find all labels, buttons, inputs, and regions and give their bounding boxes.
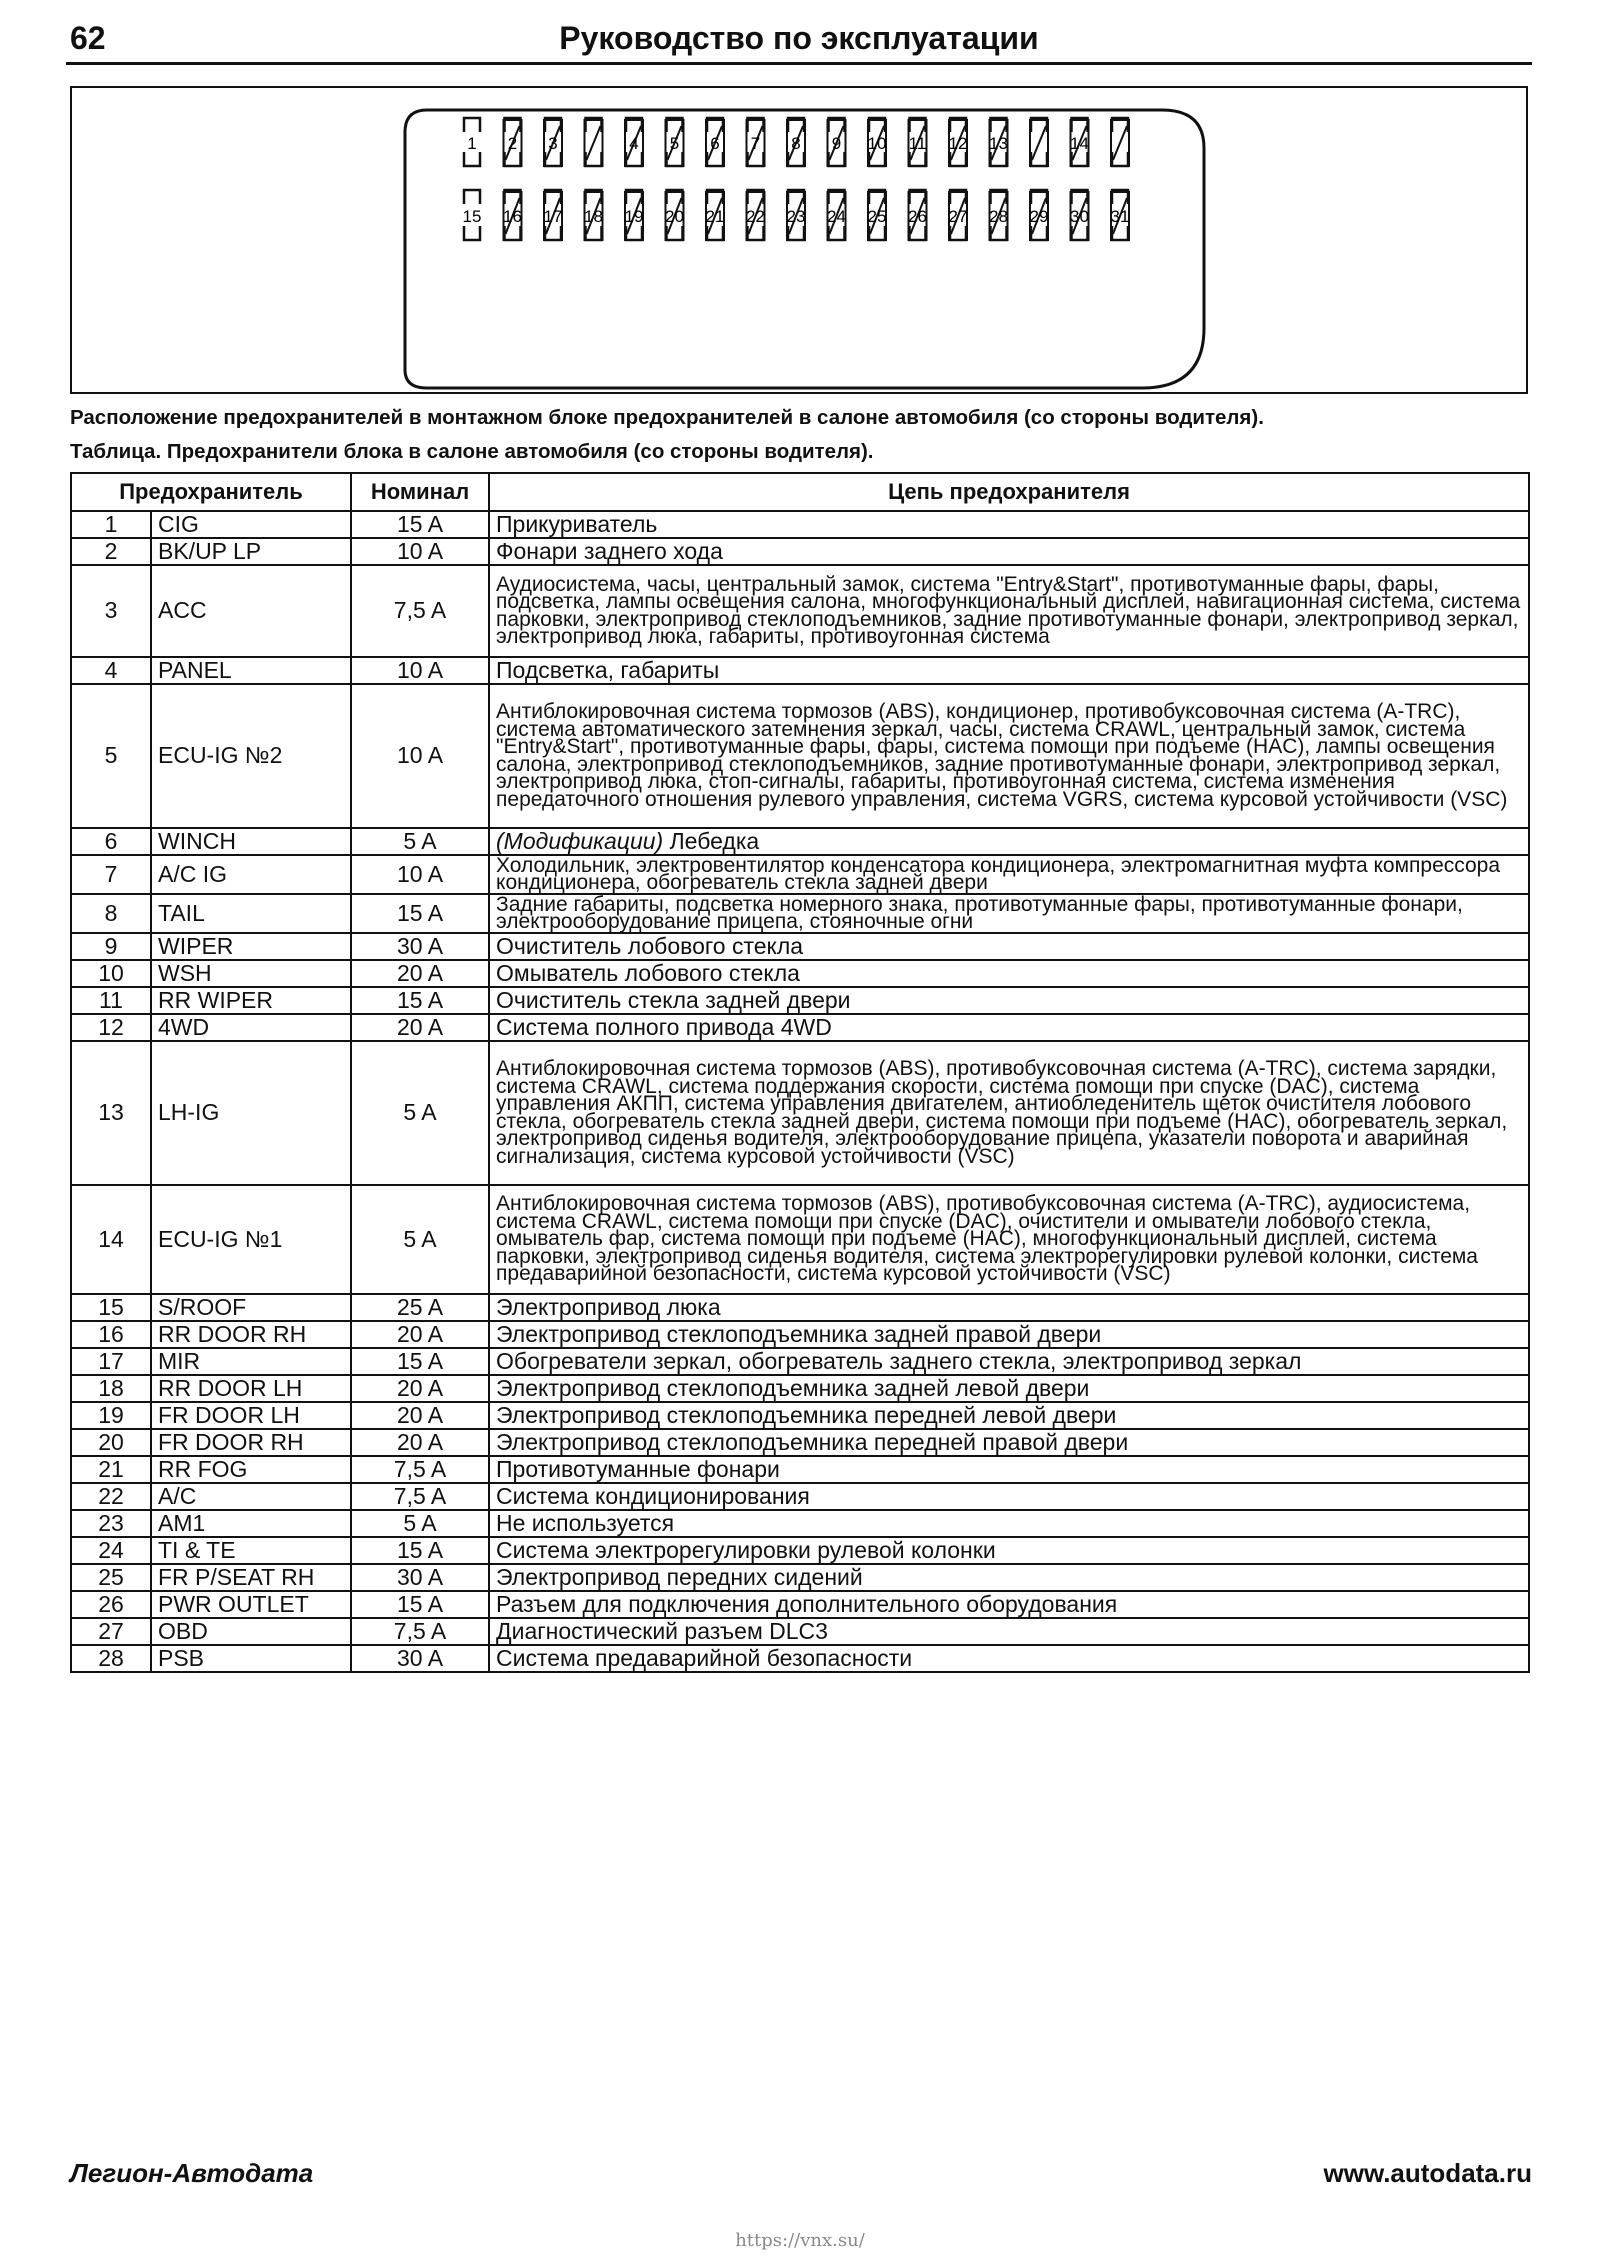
fuse-slot: [464, 118, 480, 166]
table-row: [71, 1014, 1529, 1041]
fuse-rating: 20 A: [351, 960, 489, 987]
table-row: [71, 1185, 1529, 1294]
fuse-slot-label: 10: [867, 134, 887, 153]
fuse-slot-label: 11: [908, 134, 927, 153]
circuit-text: Аудиосистема, часы, центральный замок, система "Entry&Start", противотуманные фары, фары, подсветка, лампы освещения салона, многофункциональный дисплей, навигационная система, система парковки, электропривод стеклоподъемников, задние противотуманные фонари, электропривод зеркал, электропривод люка, габариты, противоугонная система: [496, 572, 1521, 649]
fuse-table: [70, 472, 1530, 1673]
fuse-slot: [868, 118, 887, 166]
fuse-number: 25: [71, 1564, 151, 1591]
fuse-circuit: [489, 1402, 1529, 1429]
fuse-rating: 20 A: [351, 1402, 489, 1429]
table-row: [71, 855, 1529, 894]
fuse-slot-label: 9: [831, 134, 842, 153]
fuse-rating: 15 A: [351, 894, 489, 933]
fuse-slot: [1070, 118, 1089, 166]
table-row: [71, 684, 1529, 828]
table-row: [71, 1645, 1529, 1672]
fuse-rating: 10 A: [351, 684, 489, 828]
fuse-name: ACC: [151, 565, 351, 657]
fuse-circuit: [489, 1591, 1529, 1618]
fuse-block-diagram: [70, 86, 1528, 394]
fuse-slot-label: 17: [543, 207, 563, 226]
table-row: [71, 538, 1529, 565]
figure-caption: Расположение предохранителей в монтажном блоке предохранителей в салоне автомобиля (со стороны водителя).: [70, 406, 1264, 429]
fuse-rating: 15 A: [351, 1591, 489, 1618]
footer-publisher: Легион-Автодата: [70, 2158, 314, 2188]
fuse-number: 17: [71, 1348, 151, 1375]
table-row: [71, 1483, 1529, 1510]
fuse-circuit: [489, 894, 1529, 933]
fuse-name: TAIL: [151, 894, 351, 933]
fuse-rating: 20 A: [351, 1429, 489, 1456]
fuse-circuit: [489, 1645, 1529, 1672]
fuse-slot-label: 27: [948, 207, 968, 226]
fuse-circuit: [489, 1429, 1529, 1456]
fuse-number: 7: [71, 855, 151, 894]
fuse-name: WSH: [151, 960, 351, 987]
fuse-slot: [584, 190, 603, 240]
table-row: [71, 1429, 1529, 1456]
fuse-slot: [1070, 190, 1089, 240]
fuse-slot-label: 24: [827, 207, 846, 226]
fuse-number: 24: [71, 1537, 151, 1564]
fuse-circuit: [489, 511, 1529, 538]
fuse-number: 19: [71, 1402, 151, 1429]
fuse-slot: [706, 190, 725, 240]
fuse-circuit: [489, 1014, 1529, 1041]
fuse-number: 6: [71, 828, 151, 855]
fuse-name: A/C: [151, 1483, 351, 1510]
fuse-rating: 7,5 A: [351, 1483, 489, 1510]
fuse-slot-label: 8: [791, 134, 801, 153]
fuse-rating: 20 A: [351, 1375, 489, 1402]
table-row: [71, 1041, 1529, 1185]
fuse-slot-label: 26: [908, 207, 927, 226]
page-header: [66, 14, 1532, 65]
table-row: [71, 1564, 1529, 1591]
fuse-slot-label: 4: [629, 134, 639, 153]
fuse-number: 15: [71, 1294, 151, 1321]
fuse-rating: 10 A: [351, 538, 489, 565]
fuse-rating: 15 A: [351, 1537, 489, 1564]
fuse-rating: 7,5 A: [351, 565, 489, 657]
table-row: [71, 1294, 1529, 1321]
fuse-slot-label: 19: [624, 207, 644, 226]
fuse-number: 4: [71, 657, 151, 684]
header-circuit: Цепь предохранителя: [489, 473, 1529, 511]
fuse-rating: 20 A: [351, 1321, 489, 1348]
fuse-slot: [1111, 190, 1130, 240]
table-row: [71, 1618, 1529, 1645]
fuse-rating: 5 A: [351, 828, 489, 855]
fuse-name: BK/UP LP: [151, 538, 351, 565]
fuse-slot-label: 21: [705, 207, 725, 226]
fuse-circuit: [489, 1375, 1529, 1402]
fuse-slot: [665, 190, 684, 240]
fuse-circuit: [489, 684, 1529, 828]
table-row: [71, 1321, 1529, 1348]
fuse-slot: [1030, 190, 1049, 240]
fuse-number: 27: [71, 1618, 151, 1645]
fuse-circuit: [489, 1483, 1529, 1510]
fuse-slot: [989, 190, 1008, 240]
fuse-slot-label: 29: [1029, 207, 1049, 226]
fuse-slot-label: 22: [746, 207, 765, 226]
circuit-text: Омыватель лобового стекла: [496, 959, 800, 986]
fuse-slot-label: 5: [669, 134, 680, 153]
fuse-slot-label: 13: [989, 134, 1008, 153]
fuse-circuit: [489, 1321, 1529, 1348]
circuit-text: Очиститель лобового стекла: [496, 932, 804, 959]
circuit-text: Холодильник, электровентилятор конденсатора кондиционера, электромагнитная муфта компрессора кондиционера, обогреватель стекла задней двери: [496, 853, 1501, 894]
fuse-slot-label: 31: [1110, 207, 1130, 226]
fuse-rating: 15 A: [351, 511, 489, 538]
fuse-slot-label: 28: [989, 207, 1008, 226]
circuit-text: Электропривод люка: [496, 1293, 721, 1320]
fuse-slot-label: 12: [948, 134, 968, 153]
fuse-slot-label: 7: [750, 134, 761, 153]
fuse-rating: 5 A: [351, 1510, 489, 1537]
fuse-number: 21: [71, 1456, 151, 1483]
fuse-number: 18: [71, 1375, 151, 1402]
fuse-number: 10: [71, 960, 151, 987]
circuit-text: Антиблокировочная система тормозов (ABS), противобуксовочная система (A-TRC), аудиосистема, система CRAWL, система помощи при спуске (DAC), очистители и омыватели лобового стекла, омыватель фар, система помощи при подъеме (HAC), многофункциональный дисплей, система парковки, электропривод сиденья водителя, система электрорегулировки рулевой колонки, система предаварийной безопасности, система курсовой устойчивости (VSC): [496, 1192, 1478, 1286]
fuse-slot-label: 2: [507, 134, 518, 153]
fuse-slot: [1030, 118, 1048, 166]
fuse-rating: 20 A: [351, 1014, 489, 1041]
circuit-text: Разъем для подключения дополнительного оборудования: [496, 1590, 1118, 1617]
fuse-name: A/C IG: [151, 855, 351, 894]
fuse-slot: [706, 118, 724, 166]
fuse-name: RR DOOR LH: [151, 1375, 351, 1402]
circuit-text: Антиблокировочная система тормозов (ABS), противобуксовочная система (A-TRC), система зарядки, система CRAWL, система поддержания скорости, система помощи при спуске (DAC), система управления АКПП, система управления двигателем, антиобледенитель щеток очистителя лобового стекла, обогреватель стекла задней двери, система помощи при подъеме (HAC), обогреватель зеркал, электропривод сиденья водителя, электрооборудование прицепа, указатели поворота и аварийная сигнализация, система курсовой устойчивости (VSC): [496, 1057, 1508, 1168]
fuse-circuit: [489, 855, 1529, 894]
circuit-text: Очиститель стекла задней двери: [496, 986, 851, 1013]
fuse-slot: [949, 118, 968, 166]
fuse-slot: [1111, 118, 1129, 166]
fuse-number: 20: [71, 1429, 151, 1456]
fuse-number: 3: [71, 565, 151, 657]
fuse-name: LH-IG: [151, 1041, 351, 1185]
fuse-slot-label: 1: [467, 134, 477, 153]
fuse-number: 14: [71, 1185, 151, 1294]
fuse-rating: 30 A: [351, 1645, 489, 1672]
fuse-slot-label: 15: [462, 207, 482, 226]
fuse-slot: [746, 190, 765, 240]
fuse-number: 2: [71, 538, 151, 565]
fuse-name: WINCH: [151, 828, 351, 855]
fuse-number: 11: [71, 987, 151, 1014]
fuse-circuit: [489, 1185, 1529, 1294]
fuse-name: CIG: [151, 511, 351, 538]
fuse-number: 12: [71, 1014, 151, 1041]
circuit-text: Фонари заднего хода: [496, 538, 723, 564]
table-row: [71, 511, 1529, 538]
fuse-circuit: [489, 1618, 1529, 1645]
fuse-slot: [544, 118, 562, 166]
fuse-slot: [908, 190, 927, 240]
fuse-circuit: [489, 538, 1529, 565]
fuse-name: ECU-IG №2: [151, 684, 351, 828]
fuse-circuit: [489, 1537, 1529, 1564]
fuse-rating: 30 A: [351, 933, 489, 960]
fuse-slot: [868, 190, 887, 240]
fuse-circuit: [489, 565, 1529, 657]
fuse-rating: 5 A: [351, 1041, 489, 1185]
table-row: [71, 828, 1529, 855]
fuse-circuit: [489, 1564, 1529, 1591]
fuse-number: 16: [71, 1321, 151, 1348]
fuse-name: 4WD: [151, 1014, 351, 1041]
fuse-slot-label: 18: [584, 207, 603, 226]
fuse-name: AM1: [151, 1510, 351, 1537]
fuse-slot: [666, 118, 684, 166]
fuse-slot: [787, 190, 806, 240]
fuse-slot: [989, 118, 1008, 166]
table-row: [71, 565, 1529, 657]
fuse-slot-label: 14: [1070, 134, 1089, 153]
fuse-slot: [949, 190, 968, 240]
circuit-text: Система полного привода 4WD: [496, 1013, 832, 1040]
circuit-text: Прикуриватель: [496, 511, 658, 537]
circuit-text: Задние габариты, подсветка номерного знака, противотуманные фары, противотуманные фонари, электрооборудование прицепа, стояночные огни: [496, 892, 1463, 933]
table-row: [71, 1402, 1529, 1429]
fuse-number: 26: [71, 1591, 151, 1618]
fuse-name: TI & TE: [151, 1537, 351, 1564]
fuse-rating: 25 A: [351, 1294, 489, 1321]
fuse-rating: 5 A: [351, 1185, 489, 1294]
table-row: [71, 933, 1529, 960]
circuit-text: Электропривод стеклоподъемника передней левой двери: [496, 1401, 1117, 1428]
page-number: 62: [70, 20, 106, 56]
fuse-rating: 7,5 A: [351, 1456, 489, 1483]
fuse-rating: 30 A: [351, 1564, 489, 1591]
table-row: [71, 657, 1529, 684]
fuse-name: RR FOG: [151, 1456, 351, 1483]
fuse-block-drawing: [72, 88, 1526, 392]
fuse-circuit: [489, 1510, 1529, 1537]
fuse-circuit: [489, 933, 1529, 960]
fuse-rating: 10 A: [351, 657, 489, 684]
table-row: [71, 1591, 1529, 1618]
fuse-number: 5: [71, 684, 151, 828]
header-rating: Номинал: [351, 473, 489, 511]
circuit-text: Электропривод передних сидений: [496, 1563, 863, 1590]
fuse-rating: 15 A: [351, 987, 489, 1014]
fuse-slot: [747, 118, 765, 166]
fuse-number: 28: [71, 1645, 151, 1672]
fuse-rating: 7,5 A: [351, 1618, 489, 1645]
fuse-number: 13: [71, 1041, 151, 1185]
fuse-slot-label: 6: [710, 134, 720, 153]
fuse-slot: [625, 190, 644, 240]
table-row: [71, 1456, 1529, 1483]
header-fuse: Предохранитель: [71, 473, 351, 511]
table-row: [71, 960, 1529, 987]
fuse-slot-label: 20: [665, 207, 684, 226]
circuit-text: Противотуманные фонари: [496, 1455, 780, 1482]
fuse-name: PWR OUTLET: [151, 1591, 351, 1618]
fuse-circuit: [489, 657, 1529, 684]
fuse-number: 1: [71, 511, 151, 538]
fuse-name: WIPER: [151, 933, 351, 960]
fuse-name: FR DOOR RH: [151, 1429, 351, 1456]
fuse-circuit: [489, 1348, 1529, 1375]
fuse-circuit: [489, 960, 1529, 987]
fuse-name: RR DOOR RH: [151, 1321, 351, 1348]
fuse-name: FR P/SEAT RH: [151, 1564, 351, 1591]
fuse-slot: [504, 118, 522, 166]
page-title: Руководство по эксплуатации: [559, 20, 1039, 56]
circuit-text: Система кондиционирования: [496, 1482, 810, 1509]
table-row: [71, 1348, 1529, 1375]
fuse-slot: [585, 118, 603, 166]
circuit-text: Система предаварийной безопасности: [496, 1644, 913, 1671]
fuse-slot: [827, 190, 846, 240]
circuit-text: Антиблокировочная система тормозов (ABS), кондиционер, противобуксовочная система (A-TRC), система автоматического затемнения зеркал, часы, система CRAWL, центральный замок, система "Entry&Start", противотуманные фары, фары, система помощи при подъеме (HAC), лампы освещения салона, электропривод стеклоподъемников, задние противотуманные фонари, электропривод зеркал, электропривод люка, стоп-сигналы, габариты, противоугонная система, система изменения передаточного отношения рулевого управления, система VGRS, система курсовой устойчивости (VSC): [496, 700, 1508, 811]
fuse-slot: [463, 190, 482, 240]
fuse-name: MIR: [151, 1348, 351, 1375]
fuse-slot-label: 3: [548, 134, 558, 153]
table-row: [71, 894, 1529, 933]
fuse-name: S/ROOF: [151, 1294, 351, 1321]
fuse-rating: 15 A: [351, 1348, 489, 1375]
fuse-slot-label: 23: [786, 207, 806, 226]
fuse-slot-label: 30: [1070, 207, 1089, 226]
circuit-text: Электропривод стеклоподъемника задней левой двери: [496, 1374, 1090, 1401]
fuse-name: FR DOOR LH: [151, 1402, 351, 1429]
fuse-rating: 10 A: [351, 855, 489, 894]
footer-url: www.autodata.ru: [1323, 2158, 1532, 2188]
fuse-circuit: [489, 1294, 1529, 1321]
fuse-number: 23: [71, 1510, 151, 1537]
watermark: https://vnx.su/: [735, 2230, 865, 2251]
circuit-text: Система электрорегулировки рулевой колонки: [496, 1536, 996, 1563]
table-row: [71, 1537, 1529, 1564]
table-caption: Таблица. Предохранители блока в салоне автомобиля (со стороны водителя).: [70, 440, 874, 463]
fuse-name: OBD: [151, 1618, 351, 1645]
circuit-text: Не используется: [496, 1509, 675, 1536]
circuit-text: Подсветка, габариты: [496, 656, 720, 683]
fuse-number: 22: [71, 1483, 151, 1510]
fuse-name: PANEL: [151, 657, 351, 684]
circuit-text: Электропривод стеклоподъемника передней правой двери: [496, 1428, 1129, 1455]
circuit-note: (Модификации): [496, 827, 664, 854]
fuse-slot: [544, 190, 563, 240]
table-row: [71, 987, 1529, 1014]
fuse-circuit: [489, 1041, 1529, 1185]
table-row: [71, 1510, 1529, 1537]
fuse-name: PSB: [151, 1645, 351, 1672]
table-row: [71, 1375, 1529, 1402]
table-header-row: [71, 473, 1529, 511]
fuse-slot-label: 16: [503, 207, 522, 226]
circuit-text: Электропривод стеклоподъемника задней правой двери: [496, 1320, 1102, 1347]
fuse-circuit: [489, 987, 1529, 1014]
fuse-slot: [503, 190, 522, 240]
circuit-text: Лебедка: [663, 827, 760, 854]
circuit-text: Обогреватели зеркал, обогреватель заднего стекла, электропривод зеркал: [496, 1347, 1302, 1374]
fuse-slot-label: 25: [867, 207, 887, 226]
fuse-slot: [787, 118, 805, 166]
circuit-text: Диагностический разъем DLC3: [496, 1617, 828, 1644]
fuse-slot: [909, 118, 927, 166]
fuse-number: 8: [71, 894, 151, 933]
fuse-number: 9: [71, 933, 151, 960]
fuse-circuit: [489, 828, 1529, 855]
fuse-circuit: [489, 1456, 1529, 1483]
fuse-slot: [625, 118, 643, 166]
fuse-name: ECU-IG №1: [151, 1185, 351, 1294]
fuse-name: RR WIPER: [151, 987, 351, 1014]
fuse-slot: [828, 118, 846, 166]
